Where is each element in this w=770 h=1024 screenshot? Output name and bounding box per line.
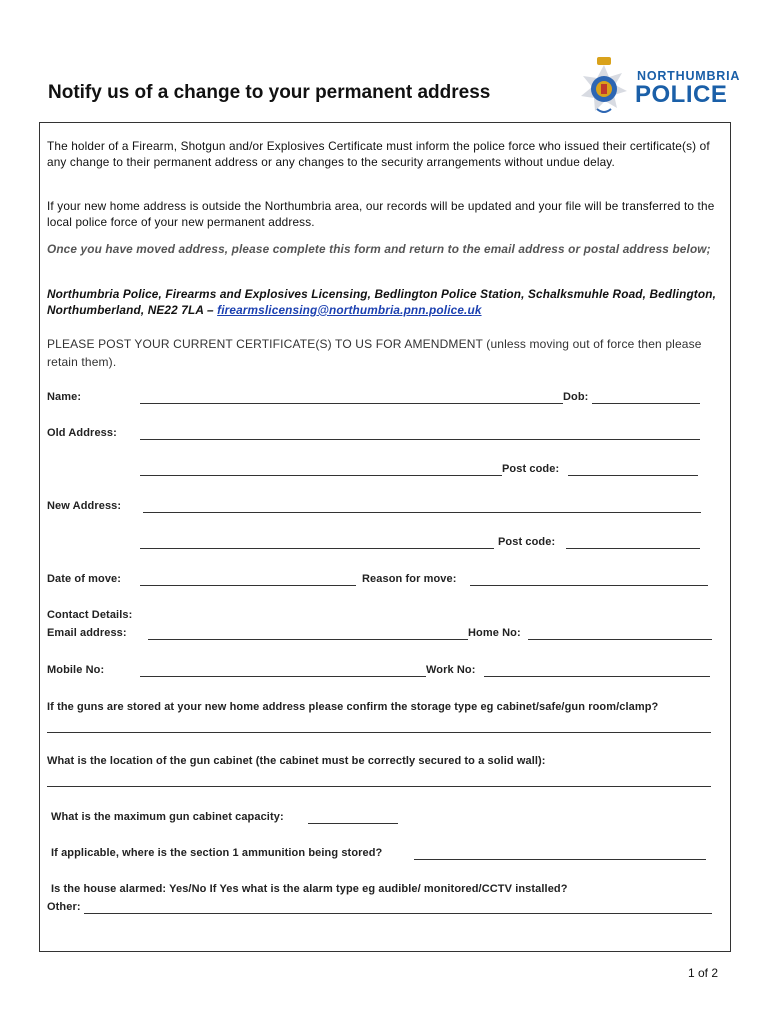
home-no-field[interactable] [528,639,712,640]
page-title: Notify us of a change to your permanent address [48,82,491,103]
postal-address: Northumbria Police, Firearms and Explosives Licensing, Bedlington Police Station, Schalksmuhle Road, Bedlington, Northumberland, NE22 7LA – [47,287,717,317]
storage-type-question: If the guns are stored at your new home address please confirm the storage type eg cabinet/safe/gun room/clamp? [47,701,659,713]
page-number: 1 of 2 [688,966,719,980]
email-link[interactable]: firearmslicensing@northumbria.pnn.police.uk [217,302,482,317]
cabinet-capacity-field[interactable] [308,823,398,824]
reason-for-move-label: Reason for move: [362,573,457,585]
contact-details-label: Contact Details: [47,609,133,621]
email-address-label: Email address: [47,627,127,639]
cabinet-location-question: What is the location of the gun cabinet (the cabinet must be correctly secured to a solid wall): [47,755,546,767]
old-address-field-line-1[interactable] [140,439,700,440]
date-of-move-field[interactable] [140,585,356,586]
other-field[interactable] [84,913,712,914]
mobile-no-field[interactable] [140,676,426,677]
name-field[interactable] [140,403,563,404]
intro-paragraph-3: Once you have moved address, please complete this form and return to the email address or postal address below; [47,242,711,256]
new-address-label: New Address: [47,500,122,512]
police-crest-icon [575,55,633,117]
cabinet-location-field[interactable] [47,786,711,787]
ammunition-storage-question: If applicable, where is the section 1 ammunition being stored? [51,847,383,859]
northumbria-police-logo [575,55,741,115]
home-no-label: Home No: [468,627,521,639]
cabinet-capacity-question: What is the maximum gun cabinet capacity: [51,811,284,823]
intro-paragraph-2: If your new home address is outside the Northumbria area, our records will be updated and your file will be transferred to the local police force of your new permanent address. [47,199,715,229]
name-label: Name: [47,391,82,403]
storage-type-field[interactable] [47,732,711,733]
dob-field[interactable] [592,403,700,404]
new-address-field-line-2[interactable] [140,548,494,549]
intro-paragraph-1: The holder of a Firearm, Shotgun and/or Explosives Certificate must inform the police force who issued their certificate(s) of any change to their permanent address or any changes to the security arrangements without undue delay. [47,139,710,169]
date-of-move-label: Date of move: [47,573,122,585]
reason-for-move-field[interactable] [470,585,708,586]
other-label: Other: [47,901,81,913]
email-address-field[interactable] [148,639,468,640]
new-post-code-field[interactable] [566,548,700,549]
alarm-question: Is the house alarmed: Yes/No If Yes what is the alarm type eg audible/ monitored/CCTV installed? [51,883,568,895]
mobile-no-label: Mobile No: [47,664,105,676]
new-post-code-label: Post code: [498,536,556,548]
certificate-notice: PLEASE POST YOUR CURRENT CERTIFICATE(S) TO US FOR AMENDMENT (unless moving out of force then please retain them). [47,337,702,369]
work-no-field[interactable] [484,676,710,677]
old-address-field-line-2[interactable] [140,475,502,476]
old-address-label: Old Address: [47,427,117,439]
dob-label: Dob: [563,391,589,403]
old-post-code-label: Post code: [502,463,560,475]
logo-bottom-text: POLICE [635,81,728,108]
ammunition-storage-field[interactable] [414,859,706,860]
old-post-code-field[interactable] [568,475,698,476]
new-address-field-line-1[interactable] [143,512,701,513]
logo-top-text: NORTHUMBRIA [637,69,741,83]
work-no-label: Work No: [426,664,476,676]
postal-address-block [47,287,727,318]
